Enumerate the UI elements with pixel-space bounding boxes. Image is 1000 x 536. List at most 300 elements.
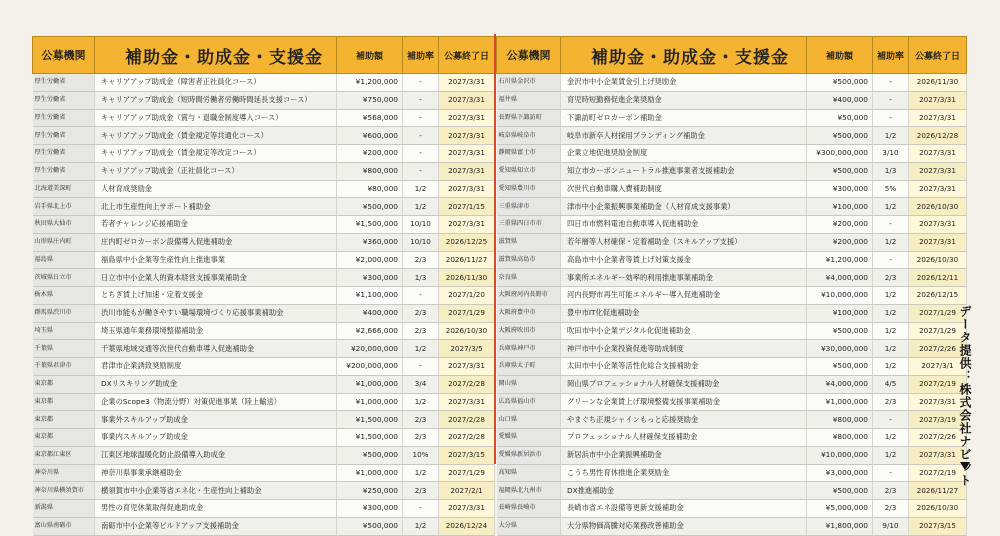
deadline-cell: 2027/3/31 — [439, 180, 495, 198]
subsidy-name-cell: 金沢市中小企業賃金引上げ奨励金 — [561, 74, 807, 92]
subsidy-name-cell: 河内長野市再生可能エネルギー導入促進補助金 — [561, 287, 807, 305]
rate-cell: - — [403, 287, 439, 305]
org-cell: 兵庫県神戸市 — [497, 340, 561, 358]
amount-cell: ¥30,000,000 — [807, 340, 873, 358]
deadline-cell: 2027/1/29 — [909, 322, 967, 340]
subsidy-name-cell: 神奈川県事業承継補助金 — [95, 464, 337, 482]
rate-cell: 9/10 — [873, 517, 909, 535]
rate-cell: - — [873, 74, 909, 92]
org-cell: 愛知県豊川市 — [497, 180, 561, 198]
rate-cell: 3/4 — [403, 375, 439, 393]
subsidy-name-cell: 企業のScope3（物流分野）対策促進事業（陸上輸送） — [95, 393, 337, 411]
org-cell: 厚生労働省 — [33, 162, 95, 180]
rate-cell: 2/3 — [403, 322, 439, 340]
deadline-cell: 2027/3/31 — [909, 216, 967, 234]
deadline-cell: 2027/1/20 — [439, 287, 495, 305]
org-cell: 福岡県北九州市 — [497, 482, 561, 500]
deadline-cell: 2026/10/30 — [909, 198, 967, 216]
org-cell: 厚生労働省 — [33, 74, 95, 92]
org-cell: 厚生労働省 — [33, 91, 95, 109]
subsidy-name-cell: DX推進補助金 — [561, 482, 807, 500]
subsidy-name-cell: 知立市カーボンニュートラル推進事業者支援補助金 — [561, 162, 807, 180]
rate-cell: - — [873, 216, 909, 234]
amount-cell: ¥80,000 — [337, 180, 403, 198]
table-row — [497, 446, 967, 464]
org-cell: 厚生労働省 — [33, 127, 95, 145]
subsidy-name-cell: 事業所エネルギー効率的利用推進事業補助金 — [561, 269, 807, 287]
table-row — [33, 304, 495, 322]
rate-cell: 2/3 — [873, 393, 909, 411]
table-row — [497, 340, 967, 358]
org-cell: 埼玉県 — [33, 322, 95, 340]
subsidy-name-cell: キャリアアップ助成金（賞与・退職金制度導入コース） — [95, 109, 337, 127]
subsidy-name-cell: 江東区地球温暖化防止設備導入助成金 — [95, 446, 337, 464]
amount-cell: ¥500,000 — [807, 358, 873, 376]
rate-cell: 1/2 — [403, 198, 439, 216]
subsidy-name-cell: 新居浜市中小企業振興補助金 — [561, 446, 807, 464]
subsidy-name-cell: 若年層等人材確保・定着補助金（スキルアップ支援） — [561, 233, 807, 251]
rate-cell: 1/2 — [403, 340, 439, 358]
deadline-cell: 2026/12/24 — [439, 517, 495, 535]
deadline-cell: 2027/3/31 — [909, 91, 967, 109]
header-title: 補助金・助成金・支援金 — [95, 37, 337, 74]
amount-cell: ¥568,000 — [337, 109, 403, 127]
deadline-cell: 2026/10/30 — [909, 251, 967, 269]
amount-cell: ¥1,100,000 — [337, 287, 403, 305]
amount-cell: ¥100,000 — [807, 198, 873, 216]
org-cell: 静岡県富士市 — [497, 145, 561, 163]
table-row — [497, 482, 967, 500]
amount-cell: ¥500,000 — [807, 482, 873, 500]
header-org: 公募機関 — [497, 37, 561, 74]
table-row — [497, 464, 967, 482]
deadline-cell: 2027/1/15 — [439, 198, 495, 216]
rate-cell: 1/2 — [403, 393, 439, 411]
deadline-cell: 2026/11/30 — [909, 74, 967, 92]
rate-cell: 2/3 — [873, 500, 909, 518]
subsidy-name-cell: キャリアアップ助成金（賃金規定等改定コース） — [95, 145, 337, 163]
subsidy-name-cell: 太田市中小企業等活性化総合支援補助金 — [561, 358, 807, 376]
subsidy-name-cell: 埼玉県通年業務環境整備補助金 — [95, 322, 337, 340]
amount-cell: ¥2,666,000 — [337, 322, 403, 340]
subsidy-name-cell: 企業立地促進奨励金制度 — [561, 145, 807, 163]
deadline-cell: 2026/12/25 — [439, 233, 495, 251]
org-cell: 岡山県 — [497, 375, 561, 393]
table-row — [33, 429, 495, 447]
table-row — [33, 482, 495, 500]
amount-cell: ¥500,000 — [807, 162, 873, 180]
org-cell: 愛媛県 — [497, 429, 561, 447]
subsidy-name-cell: 渋川市能もが働きやすい職場環境づくり応援事業補助金 — [95, 304, 337, 322]
table-row — [33, 500, 495, 518]
org-cell: 愛媛県新居浜市 — [497, 446, 561, 464]
subsidy-name-cell: 男性の育児休業取得促進助成金 — [95, 500, 337, 518]
org-cell: 新潟県 — [33, 500, 95, 518]
amount-cell: ¥500,000 — [807, 322, 873, 340]
table-row — [497, 517, 967, 535]
rate-cell: - — [403, 127, 439, 145]
amount-cell: ¥1,500,000 — [337, 411, 403, 429]
header-rate: 補助率 — [403, 37, 439, 74]
table-row — [33, 464, 495, 482]
table-row — [497, 233, 967, 251]
deadline-cell: 2026/11/27 — [439, 251, 495, 269]
subsidy-name-cell: 岐阜市新卒人材採用ブランディング補助金 — [561, 127, 807, 145]
rate-cell: - — [873, 411, 909, 429]
header-amount: 補助額 — [337, 37, 403, 74]
subsidy-name-cell: 育児時短勤務促進企業奨励金 — [561, 91, 807, 109]
org-cell: 厚生労働省 — [33, 145, 95, 163]
subsidy-name-cell: キャリアアップ助成金（短時間労働者労働時間延長支援コース） — [95, 91, 337, 109]
subsidy-name-cell: 豊中市IT化促進補助金 — [561, 304, 807, 322]
deadline-cell: 2027/3/31 — [439, 109, 495, 127]
org-cell: 東京都 — [33, 429, 95, 447]
rate-cell: - — [873, 91, 909, 109]
org-cell: 千葉県君津市 — [33, 358, 95, 376]
org-cell: 富山県南砺市 — [33, 517, 95, 535]
header-title: 補助金・助成金・支援金 — [561, 37, 807, 74]
org-cell: 三重県四日市市 — [497, 216, 561, 234]
org-cell: 山口県 — [497, 411, 561, 429]
rate-cell: 1/2 — [873, 304, 909, 322]
deadline-cell: 2027/2/26 — [909, 429, 967, 447]
table-row — [497, 393, 967, 411]
deadline-cell: 2026/12/11 — [909, 269, 967, 287]
subsidy-name-cell: こうち男性育休推進企業奨励金 — [561, 464, 807, 482]
org-cell: 福井県 — [497, 91, 561, 109]
amount-cell: ¥500,000 — [807, 127, 873, 145]
org-cell: 千葉県 — [33, 340, 95, 358]
table-row — [33, 127, 495, 145]
amount-cell: ¥400,000 — [807, 91, 873, 109]
amount-cell: ¥300,000 — [337, 269, 403, 287]
amount-cell: ¥250,000 — [337, 482, 403, 500]
subsidy-name-cell: キャリアアップ助成金（障害者正社員化コース） — [95, 74, 337, 92]
table-row — [33, 358, 495, 376]
org-cell: 滋賀県 — [497, 233, 561, 251]
subsidy-name-cell: 神戸市中小企業投資促進等助成制度 — [561, 340, 807, 358]
deadline-cell: 2027/3/19 — [909, 411, 967, 429]
rate-cell: - — [403, 91, 439, 109]
table-row — [497, 500, 967, 518]
org-cell: 茨城県日立市 — [33, 269, 95, 287]
subsidy-name-cell: 福島県中小企業等生産性向上推進事業 — [95, 251, 337, 269]
table-row — [497, 109, 967, 127]
rate-cell: 1/2 — [873, 287, 909, 305]
amount-cell: ¥300,000 — [337, 500, 403, 518]
org-cell: 神奈川県横須賀市 — [33, 482, 95, 500]
subsidy-table-left — [32, 36, 495, 536]
amount-cell: ¥50,000 — [807, 109, 873, 127]
deadline-cell: 2027/2/1 — [439, 482, 495, 500]
rate-cell: 2/3 — [873, 269, 909, 287]
rate-cell: - — [873, 109, 909, 127]
amount-cell: ¥1,200,000 — [807, 251, 873, 269]
amount-cell: ¥1,000,000 — [337, 375, 403, 393]
subsidy-name-cell: DXリスキリング助成金 — [95, 375, 337, 393]
table-row — [497, 216, 967, 234]
table-row — [33, 233, 495, 251]
subsidy-name-cell: キャリアアップ助成金（正社員化コース） — [95, 162, 337, 180]
rate-cell: 1/2 — [873, 322, 909, 340]
subsidy-name-cell: 次世代自動車購入費補助制度 — [561, 180, 807, 198]
table-row — [33, 198, 495, 216]
org-cell: 三重県津市 — [497, 198, 561, 216]
amount-cell: ¥200,000 — [807, 233, 873, 251]
subsidy-name-cell: 吹田市中小企業デジタル化促進補助金 — [561, 322, 807, 340]
org-cell: 厚生労働省 — [33, 109, 95, 127]
amount-cell: ¥750,000 — [337, 91, 403, 109]
amount-cell: ¥300,000,000 — [807, 145, 873, 163]
table-header-row — [497, 37, 967, 74]
table-row — [497, 411, 967, 429]
subsidy-name-cell: 日立市中小企業人的資本経営支援事業補助金 — [95, 269, 337, 287]
deadline-cell: 2027/2/28 — [439, 375, 495, 393]
deadline-cell: 2026/11/27 — [909, 482, 967, 500]
amount-cell: ¥200,000,000 — [337, 358, 403, 376]
rate-cell: 1/2 — [403, 517, 439, 535]
table-row — [33, 162, 495, 180]
subsidy-name-cell: 君津市企業誘致奨励制度 — [95, 358, 337, 376]
subsidy-name-cell: キャリアアップ助成金（賃金規定等共通化コース） — [95, 127, 337, 145]
org-cell: 福島県 — [33, 251, 95, 269]
deadline-cell: 2026/10/30 — [909, 500, 967, 518]
table-row — [497, 304, 967, 322]
org-cell: 石川県金沢市 — [497, 74, 561, 92]
left-table-panel — [32, 36, 494, 536]
rate-cell: - — [403, 162, 439, 180]
amount-cell: ¥100,000 — [807, 304, 873, 322]
deadline-cell: 2027/3/31 — [439, 216, 495, 234]
subsidy-name-cell: やまぐち正規シャインもっと応援奨励金 — [561, 411, 807, 429]
deadline-cell: 2027/3/31 — [439, 162, 495, 180]
org-cell: 神奈川県 — [33, 464, 95, 482]
amount-cell: ¥1,500,000 — [337, 216, 403, 234]
amount-cell: ¥600,000 — [337, 127, 403, 145]
deadline-cell: 2027/2/19 — [909, 464, 967, 482]
rate-cell: - — [403, 358, 439, 376]
subsidy-table-right — [496, 36, 967, 536]
deadline-cell: 2027/2/19 — [909, 375, 967, 393]
org-cell: 山形県庄内町 — [33, 233, 95, 251]
table-row — [33, 446, 495, 464]
deadline-cell: 2027/3/31 — [909, 446, 967, 464]
deadline-cell: 2027/2/28 — [439, 429, 495, 447]
table-row — [497, 375, 967, 393]
deadline-cell: 2027/3/1 — [909, 358, 967, 376]
amount-cell: ¥200,000 — [807, 216, 873, 234]
subsidy-name-cell: 四日市市燃料電池自動車導入促進補助金 — [561, 216, 807, 234]
deadline-cell: 2026/10/30 — [439, 322, 495, 340]
deadline-cell: 2027/3/31 — [909, 180, 967, 198]
amount-cell: ¥1,800,000 — [807, 517, 873, 535]
rate-cell: 1/2 — [873, 127, 909, 145]
table-row — [33, 269, 495, 287]
deadline-cell: 2027/3/31 — [909, 109, 967, 127]
table-header-row — [33, 37, 495, 74]
rate-cell: 1/2 — [403, 464, 439, 482]
deadline-cell: 2027/3/31 — [439, 393, 495, 411]
subsidy-name-cell: 人材育成奨励金 — [95, 180, 337, 198]
deadline-cell: 2027/2/28 — [439, 411, 495, 429]
table-row — [497, 429, 967, 447]
table-row — [33, 180, 495, 198]
amount-cell: ¥300,000 — [807, 180, 873, 198]
deadline-cell: 2027/3/31 — [909, 233, 967, 251]
subsidy-name-cell: グリーンな企業賃上げ環境整備支援事業補助金 — [561, 393, 807, 411]
amount-cell: ¥4,000,000 — [807, 269, 873, 287]
org-cell: 群馬県渋川市 — [33, 304, 95, 322]
rate-cell: - — [403, 145, 439, 163]
org-cell: 大阪府河内長野市 — [497, 287, 561, 305]
amount-cell: ¥1,200,000 — [337, 74, 403, 92]
table-row — [33, 145, 495, 163]
amount-cell: ¥200,000 — [337, 145, 403, 163]
triangle-marker-icon — [960, 462, 970, 470]
amount-cell: ¥10,000,000 — [807, 446, 873, 464]
deadline-cell: 2027/3/15 — [909, 517, 967, 535]
amount-cell: ¥800,000 — [807, 411, 873, 429]
deadline-cell: 2027/1/29 — [439, 464, 495, 482]
table-row — [33, 340, 495, 358]
table-row — [497, 91, 967, 109]
table-row — [33, 74, 495, 92]
table-row — [497, 322, 967, 340]
rate-cell: 1/2 — [873, 233, 909, 251]
org-cell: 大阪府豊中市 — [497, 304, 561, 322]
table-row — [33, 375, 495, 393]
deadline-cell: 2027/3/31 — [909, 162, 967, 180]
rate-cell: 3/10 — [873, 145, 909, 163]
rate-cell: 1/2 — [873, 340, 909, 358]
amount-cell: ¥1,000,000 — [337, 464, 403, 482]
rate-cell: 2/3 — [403, 304, 439, 322]
deadline-cell: 2027/2/26 — [909, 340, 967, 358]
rate-cell: 2/3 — [403, 411, 439, 429]
rate-cell: 5% — [873, 180, 909, 198]
right-table-panel — [496, 36, 966, 536]
subsidy-name-cell: 下諏訪町ゼロカーボン補助金 — [561, 109, 807, 127]
deadline-cell: 2026/11/30 — [439, 269, 495, 287]
org-cell: 滋賀県高島市 — [497, 251, 561, 269]
amount-cell: ¥500,000 — [337, 198, 403, 216]
table-row — [33, 393, 495, 411]
table-row — [33, 109, 495, 127]
rate-cell: 2/3 — [403, 482, 439, 500]
deadline-cell: 2027/3/31 — [909, 393, 967, 411]
amount-cell: ¥5,000,000 — [807, 500, 873, 518]
org-cell: 長野県下諏訪町 — [497, 109, 561, 127]
rate-cell: 1/3 — [403, 269, 439, 287]
amount-cell: ¥800,000 — [337, 162, 403, 180]
rate-cell: - — [873, 251, 909, 269]
table-row — [33, 411, 495, 429]
rate-cell: - — [873, 464, 909, 482]
deadline-cell: 2027/1/29 — [439, 304, 495, 322]
data-credit: データ提供：株式会社ナビット — [958, 305, 972, 487]
table-row — [497, 74, 967, 92]
org-cell: 大分県 — [497, 517, 561, 535]
org-cell: 高知県 — [497, 464, 561, 482]
org-cell: 東京都 — [33, 393, 95, 411]
org-cell: 大阪府吹田市 — [497, 322, 561, 340]
table-row — [33, 322, 495, 340]
subsidy-name-cell: 事業外スキルアップ助成金 — [95, 411, 337, 429]
amount-cell: ¥4,000,000 — [807, 375, 873, 393]
amount-cell: ¥800,000 — [807, 429, 873, 447]
header-deadline: 公募終了日 — [909, 37, 967, 74]
org-cell: 栃木県 — [33, 287, 95, 305]
org-cell: 北海道美深町 — [33, 180, 95, 198]
table-row — [497, 287, 967, 305]
amount-cell: ¥1,500,000 — [337, 429, 403, 447]
deadline-cell: 2027/3/31 — [439, 358, 495, 376]
table-row — [497, 358, 967, 376]
table-row — [33, 287, 495, 305]
subsidy-name-cell: 長崎市省エネ設備等更新支援補助金 — [561, 500, 807, 518]
table-row — [33, 517, 495, 535]
rate-cell: - — [403, 109, 439, 127]
org-cell: 奈良県 — [497, 269, 561, 287]
header-amount: 補助額 — [807, 37, 873, 74]
org-cell: 東京都江東区 — [33, 446, 95, 464]
subsidy-name-cell: 千葉県地域交通等次世代自動車導入促進補助金 — [95, 340, 337, 358]
org-cell: 東京都 — [33, 411, 95, 429]
rate-cell: 1/2 — [403, 180, 439, 198]
amount-cell: ¥400,000 — [337, 304, 403, 322]
subsidy-name-cell: 庄内町ゼロカーボン設備導入促進補助金 — [95, 233, 337, 251]
amount-cell: ¥1,000,000 — [337, 393, 403, 411]
deadline-cell: 2027/3/31 — [439, 91, 495, 109]
table-row — [33, 251, 495, 269]
rate-cell: - — [403, 500, 439, 518]
table-row — [497, 162, 967, 180]
header-deadline: 公募終了日 — [439, 37, 495, 74]
amount-cell: ¥10,000,000 — [807, 287, 873, 305]
org-cell: 長崎県長崎市 — [497, 500, 561, 518]
amount-cell: ¥500,000 — [337, 517, 403, 535]
rate-cell: 1/3 — [873, 162, 909, 180]
subsidy-name-cell: 横須賀市中小企業等省エネ化・生産性向上補助金 — [95, 482, 337, 500]
org-cell: 秋田県大仙市 — [33, 216, 95, 234]
rate-cell: - — [403, 74, 439, 92]
rate-cell: 10/10 — [403, 216, 439, 234]
subsidy-name-cell: とちぎ賃上げ加速・定着支援金 — [95, 287, 337, 305]
deadline-cell: 2027/3/31 — [439, 500, 495, 518]
rate-cell: 2/3 — [403, 429, 439, 447]
subsidy-name-cell: 岡山県プロフェッショナル人材確保支援補助金 — [561, 375, 807, 393]
amount-cell: ¥20,000,000 — [337, 340, 403, 358]
table-row — [497, 198, 967, 216]
rate-cell: 2/3 — [403, 251, 439, 269]
org-cell: 広島県福山市 — [497, 393, 561, 411]
amount-cell: ¥1,000,000 — [807, 393, 873, 411]
table-row — [33, 216, 495, 234]
header-rate: 補助率 — [873, 37, 909, 74]
rate-cell: 4/5 — [873, 375, 909, 393]
table-row — [33, 91, 495, 109]
subsidy-name-cell: 高島市中小企業者等賃上げ対策支援金 — [561, 251, 807, 269]
deadline-cell: 2027/3/31 — [439, 74, 495, 92]
amount-cell: ¥2,000,000 — [337, 251, 403, 269]
deadline-cell: 2027/3/31 — [909, 145, 967, 163]
table-row — [497, 269, 967, 287]
rate-cell: 1/2 — [873, 358, 909, 376]
org-cell: 岐阜県岐阜市 — [497, 127, 561, 145]
deadline-cell: 2027/3/31 — [439, 127, 495, 145]
subsidy-name-cell: 若者チャレンジ応援補助金 — [95, 216, 337, 234]
subsidy-name-cell: プロフェッショナル人材確保支援補助金 — [561, 429, 807, 447]
